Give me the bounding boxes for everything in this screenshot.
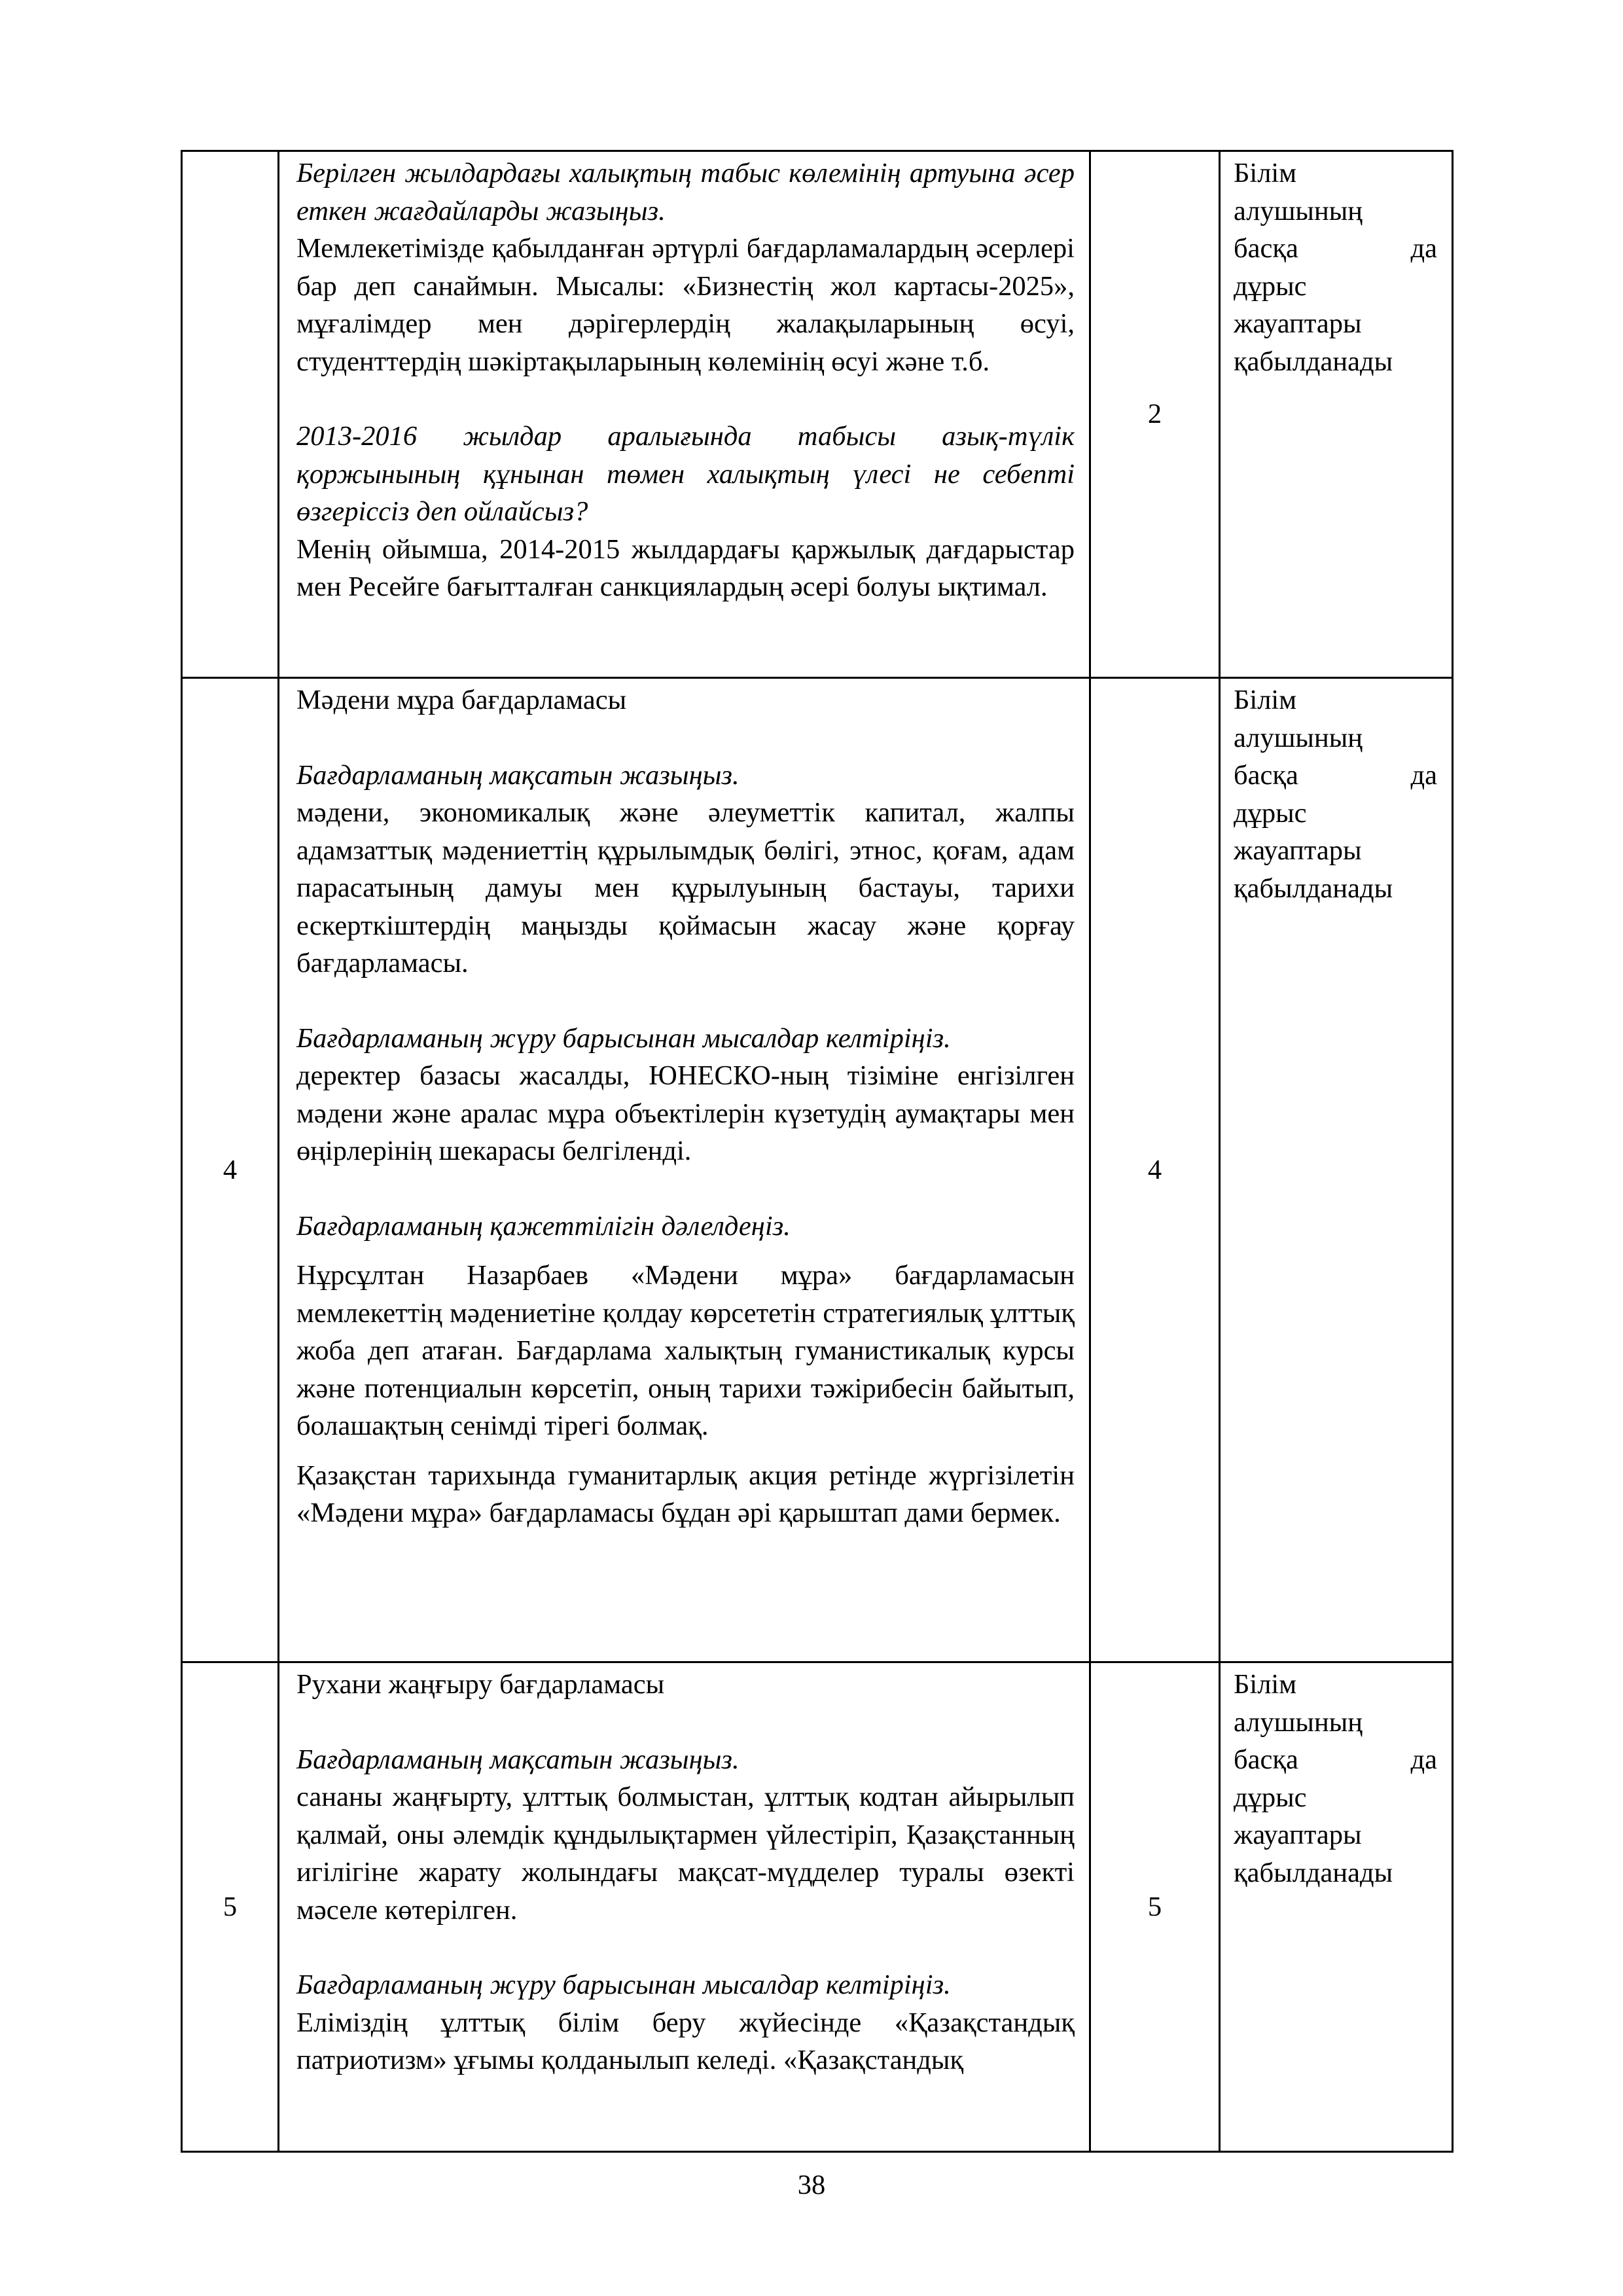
question-text: Бағдарламаның жүру барысынан мысалдар келтіріңіз. bbox=[296, 1969, 951, 2000]
paragraph-spacer bbox=[296, 1170, 1075, 1208]
note-line: алушының bbox=[1234, 195, 1363, 226]
answer-text: Мемлекетімізде қабылданған әртүрлі бағдарламалардың әсерлері бар деп санаймын. Мысалы: «Бизнестің жол картасы-2025», мұғалімдер мен дәрігерлердің жалақыларының өсуі, студенттердің шәкіртақыларының көлемінің өсуі және т.б. bbox=[296, 233, 1075, 377]
score-value: 5 bbox=[1147, 1891, 1162, 1922]
question-text: Бағдарламаның қажеттілігін дәлелдеңіз. bbox=[296, 1210, 791, 1242]
answer-content-cell bbox=[279, 1662, 1090, 2152]
answer-text: Менің ойымша, 2014-2015 жылдардағы қаржылық дағдарыстар мен Ресейге бағытталған санкциялардың әсері болуы ықтимал. bbox=[296, 533, 1075, 602]
note-line: дұрыс bbox=[1234, 1782, 1307, 1813]
question-text: 2013-2016 жылдар аралығында табысы азық-түлік қоржынының құнынан төмен халықтың үлесі не себепті өзгеріссіз деп ойлайсыз? bbox=[296, 421, 1075, 527]
question-text: Берілген жылдардағы халықтың табыс көлемінің артуына әсер еткен жағдайларды жазыңыз. bbox=[296, 158, 1075, 226]
paragraph-spacer bbox=[296, 1245, 1075, 1257]
answer-text: сананы жаңғырту, ұлттық болмыстан, ұлттық кодтан айырылып қалмай, оны әлемдік құндылықтармен үйлестіріп, Қазақстанның игілігіне жарату жолындағы мақсат-мүдделер туралы өзекті мәселе көтерілген. bbox=[296, 1782, 1075, 1926]
score-value: 2 bbox=[1147, 399, 1162, 430]
note-word: да bbox=[1410, 760, 1437, 791]
paragraph-spacer bbox=[296, 380, 1075, 418]
note-line: дұрыс bbox=[1234, 270, 1307, 302]
note-line: қабылданады bbox=[1234, 346, 1393, 377]
note-line: алушының bbox=[1234, 722, 1363, 753]
score-cell bbox=[1090, 678, 1220, 1662]
question-text: Бағдарламаның мақсатын жазыңыз. bbox=[296, 759, 740, 791]
note-cell bbox=[1220, 151, 1453, 678]
answer-text: Еліміздің ұлттық білім беру жүйесінде «Қазақстандық патриотизм» ұғымы қолданылып келеді. «Қазақстандық bbox=[296, 2007, 1075, 2075]
row-number-cell bbox=[182, 678, 279, 1662]
note-line: жауаптары bbox=[1234, 1820, 1362, 1850]
note-line: қабылданады bbox=[1234, 872, 1393, 904]
question-text: Бағдарламаның мақсатын жазыңыз. bbox=[296, 1744, 740, 1775]
note-word: басқа bbox=[1234, 1744, 1298, 1775]
row-number: 5 bbox=[223, 1891, 238, 1922]
note-word: басқа bbox=[1234, 760, 1298, 791]
score-value: 4 bbox=[1147, 1154, 1162, 1185]
note-line: Білім bbox=[1234, 1669, 1297, 1700]
note-word: басқа bbox=[1234, 233, 1298, 264]
answer-text: мәдени, экономикалық және әлеуметтік капитал, жалпы адамзаттық мәдениеттің құрылымдық бөлігі, этнос, қоғам, адам парасатының дамуы мен құрылуының бастауы, тарихи ескерткіштердің маңызды қоймасын жасау және қорғау бағдарламасы. bbox=[296, 797, 1075, 978]
note-line: қабылданады bbox=[1234, 1857, 1393, 1888]
score-cell bbox=[1090, 151, 1220, 678]
note-word: да bbox=[1410, 233, 1437, 264]
table-row bbox=[182, 151, 1453, 678]
note-line bbox=[1234, 757, 1437, 795]
answer-content-cell bbox=[279, 151, 1090, 678]
note-cell bbox=[1220, 1662, 1453, 2152]
note-line bbox=[1234, 230, 1437, 268]
paragraph-spacer bbox=[296, 982, 1075, 1020]
note-line bbox=[1234, 1741, 1437, 1779]
note-line: дұрыс bbox=[1234, 797, 1307, 829]
row-number-cell bbox=[182, 1662, 279, 2152]
note-cell bbox=[1220, 678, 1453, 1662]
note-line: жауаптары bbox=[1234, 835, 1362, 866]
page-number: 38 bbox=[797, 2170, 826, 2200]
answer-content-cell bbox=[279, 678, 1090, 1662]
question-text: Бағдарламаның жүру барысынан мысалдар келтіріңіз. bbox=[296, 1022, 951, 1054]
note-word: да bbox=[1410, 1744, 1437, 1775]
table-row bbox=[182, 1662, 1453, 2152]
paragraph-spacer bbox=[296, 1704, 1075, 1741]
table-row bbox=[182, 678, 1453, 1662]
note-line: Білім bbox=[1234, 158, 1297, 188]
program-title: Рухани жаңғыру бағдарламасы bbox=[296, 1669, 665, 1700]
note-line: жауаптары bbox=[1234, 308, 1362, 339]
note-line: алушының bbox=[1234, 1706, 1363, 1738]
assessment-table bbox=[181, 150, 1454, 2153]
paragraph-spacer bbox=[296, 1929, 1075, 1966]
paragraph-spacer bbox=[296, 1445, 1075, 1457]
answer-text: Қазақстан тарихында гуманитарлық акция ретінде жүргізілетін «Мәдени мұра» бағдарламасы бұдан әрі қарыштап дами бермек. bbox=[296, 1460, 1075, 1528]
program-title: Мәдени мұра бағдарламасы bbox=[296, 685, 627, 715]
answer-text: Нұрсұлтан Назарбаев «Мәдени мұра» бағдарламасын мемлекеттің мәдениетіне қолдау көрсететін стратегиялық ұлттық жоба деп атаған. Бағдарлама халықтың гуманистикалық курсы және потенциалын көрсетіп, оның тарихи тәжірибесін байытып, болашақтың сенімді тірегі болмақ. bbox=[296, 1260, 1075, 1441]
answer-text: деректер базасы жасалды, ЮНЕСКО-ның тізіміне енгізілген мәдени және аралас мұра объектілерін күзетудің аумақтары мен өңірлерінің шекарасы белгіленді. bbox=[296, 1060, 1075, 1166]
score-cell bbox=[1090, 1662, 1220, 2152]
row-number-cell bbox=[182, 151, 279, 678]
paragraph-spacer bbox=[296, 719, 1075, 757]
row-number: 4 bbox=[223, 1154, 238, 1185]
note-line: Білім bbox=[1234, 685, 1297, 715]
